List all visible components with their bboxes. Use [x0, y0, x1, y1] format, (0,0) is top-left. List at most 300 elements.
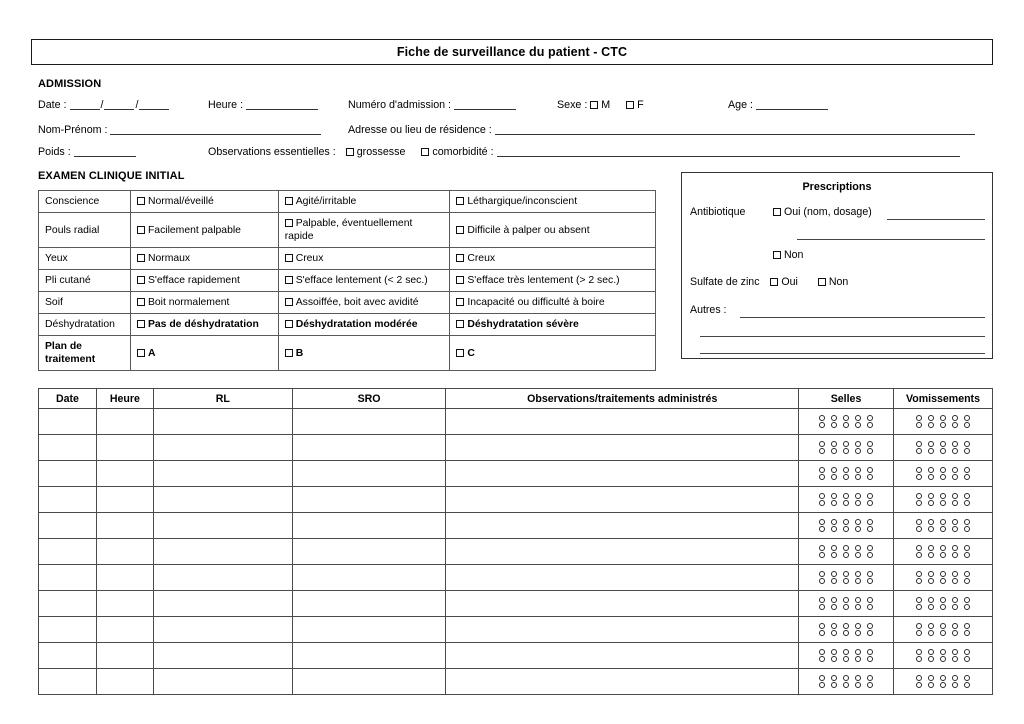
count-circle[interactable]: [867, 552, 873, 558]
checkbox-option[interactable]: [285, 276, 293, 284]
count-circle[interactable]: [855, 422, 861, 428]
cell-vomissements[interactable]: [893, 435, 992, 461]
count-circle[interactable]: [964, 526, 970, 532]
count-circle[interactable]: [855, 415, 861, 421]
count-circle[interactable]: [940, 571, 946, 577]
count-circle[interactable]: [855, 630, 861, 636]
cell-vomissements[interactable]: [893, 513, 992, 539]
exam-option-cell[interactable]: [278, 270, 450, 292]
count-circle[interactable]: [952, 500, 958, 506]
checkbox-option[interactable]: [285, 349, 293, 357]
count-circle[interactable]: [928, 649, 934, 655]
cell-heure[interactable]: [96, 435, 153, 461]
count-circle[interactable]: [940, 623, 946, 629]
count-circle[interactable]: [867, 578, 873, 584]
count-circle[interactable]: [855, 474, 861, 480]
cell-heure[interactable]: [96, 591, 153, 617]
cell-sro[interactable]: [292, 435, 446, 461]
count-circle[interactable]: [831, 675, 837, 681]
count-circle[interactable]: [952, 597, 958, 603]
checkbox-option[interactable]: [456, 320, 464, 328]
count-circle[interactable]: [843, 441, 849, 447]
count-circle[interactable]: [831, 623, 837, 629]
count-circle[interactable]: [867, 422, 873, 428]
count-circle[interactable]: [916, 545, 922, 551]
cell-rl[interactable]: [153, 539, 292, 565]
count-circle[interactable]: [940, 545, 946, 551]
count-circle[interactable]: [831, 604, 837, 610]
cell-sro[interactable]: [292, 669, 446, 695]
count-circle[interactable]: [819, 474, 825, 480]
count-circle[interactable]: [928, 675, 934, 681]
cell-observations[interactable]: [446, 565, 799, 591]
checkbox-option[interactable]: [456, 276, 464, 284]
count-circle[interactable]: [952, 519, 958, 525]
count-circle[interactable]: [831, 552, 837, 558]
cell-vomissements[interactable]: [893, 643, 992, 669]
count-circle[interactable]: [855, 578, 861, 584]
cell-vomissements[interactable]: [893, 617, 992, 643]
count-circle[interactable]: [831, 597, 837, 603]
count-circle[interactable]: [916, 649, 922, 655]
count-circle[interactable]: [916, 604, 922, 610]
checkbox-option[interactable]: [137, 276, 145, 284]
autres-field-line-2[interactable]: [700, 336, 985, 337]
autres-field-line-3[interactable]: [700, 353, 985, 354]
count-circle[interactable]: [843, 467, 849, 473]
checkbox-option[interactable]: [285, 219, 293, 227]
cell-date[interactable]: [39, 513, 97, 539]
count-circle[interactable]: [843, 623, 849, 629]
count-circle[interactable]: [940, 422, 946, 428]
count-circle[interactable]: [867, 467, 873, 473]
cell-heure[interactable]: [96, 617, 153, 643]
count-circle[interactable]: [843, 675, 849, 681]
cell-selles[interactable]: [799, 435, 894, 461]
count-circle[interactable]: [831, 422, 837, 428]
count-circle[interactable]: [916, 519, 922, 525]
cell-selles[interactable]: [799, 539, 894, 565]
cell-heure[interactable]: [96, 539, 153, 565]
cell-vomissements[interactable]: [893, 565, 992, 591]
count-circle[interactable]: [819, 578, 825, 584]
exam-option-cell[interactable]: [130, 213, 278, 248]
cell-heure[interactable]: [96, 513, 153, 539]
count-circle[interactable]: [964, 623, 970, 629]
count-circle[interactable]: [916, 500, 922, 506]
cell-vomissements[interactable]: [893, 487, 992, 513]
count-circle[interactable]: [867, 623, 873, 629]
exam-option-cell[interactable]: [130, 292, 278, 314]
count-circle[interactable]: [867, 493, 873, 499]
date-day-field[interactable]: [70, 99, 100, 110]
cell-date[interactable]: [39, 617, 97, 643]
checkbox-option[interactable]: [456, 197, 464, 205]
count-circle[interactable]: [831, 545, 837, 551]
count-circle[interactable]: [964, 415, 970, 421]
count-circle[interactable]: [867, 630, 873, 636]
checkbox-option[interactable]: [456, 298, 464, 306]
count-circle[interactable]: [855, 448, 861, 454]
cell-date[interactable]: [39, 669, 97, 695]
count-circle[interactable]: [940, 493, 946, 499]
poids-field[interactable]: [74, 146, 136, 157]
count-circle[interactable]: [940, 441, 946, 447]
count-circle[interactable]: [916, 682, 922, 688]
count-circle[interactable]: [855, 604, 861, 610]
cell-heure[interactable]: [96, 409, 153, 435]
count-circle[interactable]: [916, 493, 922, 499]
checkbox-option[interactable]: [285, 254, 293, 262]
exam-option-cell[interactable]: [278, 314, 450, 336]
cell-selles[interactable]: [799, 643, 894, 669]
cell-observations[interactable]: [446, 669, 799, 695]
count-circle[interactable]: [819, 467, 825, 473]
adresse-field[interactable]: [495, 124, 975, 135]
count-circle[interactable]: [843, 519, 849, 525]
numero-admission-field[interactable]: [454, 99, 516, 110]
count-circle[interactable]: [855, 682, 861, 688]
count-circle[interactable]: [855, 552, 861, 558]
cell-heure[interactable]: [96, 669, 153, 695]
antibiotique-dosage-field-line-2[interactable]: [797, 239, 985, 240]
count-circle[interactable]: [831, 526, 837, 532]
count-circle[interactable]: [843, 571, 849, 577]
count-circle[interactable]: [964, 682, 970, 688]
cell-sro[interactable]: [292, 617, 446, 643]
exam-option-cell[interactable]: [278, 191, 450, 213]
checkbox-option[interactable]: [456, 254, 464, 262]
count-circle[interactable]: [928, 623, 934, 629]
count-circle[interactable]: [855, 597, 861, 603]
count-circle[interactable]: [867, 597, 873, 603]
count-circle[interactable]: [819, 571, 825, 577]
cell-date[interactable]: [39, 461, 97, 487]
count-circle[interactable]: [928, 422, 934, 428]
count-circle[interactable]: [843, 422, 849, 428]
cell-observations[interactable]: [446, 513, 799, 539]
count-circle[interactable]: [855, 441, 861, 447]
count-circle[interactable]: [952, 448, 958, 454]
count-circle[interactable]: [819, 623, 825, 629]
count-circle[interactable]: [940, 552, 946, 558]
count-circle[interactable]: [964, 422, 970, 428]
cell-sro[interactable]: [292, 487, 446, 513]
count-circle[interactable]: [940, 500, 946, 506]
count-circle[interactable]: [928, 630, 934, 636]
count-circle[interactable]: [952, 571, 958, 577]
count-circle[interactable]: [940, 415, 946, 421]
comorbidite-field[interactable]: [497, 146, 960, 157]
checkbox-comorbidite[interactable]: [421, 148, 429, 156]
count-circle[interactable]: [855, 675, 861, 681]
count-circle[interactable]: [916, 578, 922, 584]
cell-vomissements[interactable]: [893, 669, 992, 695]
count-circle[interactable]: [855, 519, 861, 525]
checkbox-option[interactable]: [137, 254, 145, 262]
cell-selles[interactable]: [799, 669, 894, 695]
count-circle[interactable]: [855, 545, 861, 551]
cell-date[interactable]: [39, 539, 97, 565]
count-circle[interactable]: [819, 441, 825, 447]
count-circle[interactable]: [928, 682, 934, 688]
count-circle[interactable]: [831, 649, 837, 655]
count-circle[interactable]: [952, 545, 958, 551]
count-circle[interactable]: [952, 623, 958, 629]
count-circle[interactable]: [819, 649, 825, 655]
count-circle[interactable]: [867, 604, 873, 610]
count-circle[interactable]: [928, 552, 934, 558]
count-circle[interactable]: [843, 415, 849, 421]
count-circle[interactable]: [831, 656, 837, 662]
count-circle[interactable]: [831, 441, 837, 447]
count-circle[interactable]: [843, 526, 849, 532]
count-circle[interactable]: [843, 448, 849, 454]
count-circle[interactable]: [940, 649, 946, 655]
count-circle[interactable]: [964, 545, 970, 551]
cell-observations[interactable]: [446, 461, 799, 487]
checkbox-option[interactable]: [137, 298, 145, 306]
age-field[interactable]: [756, 99, 828, 110]
count-circle[interactable]: [867, 474, 873, 480]
count-circle[interactable]: [831, 519, 837, 525]
count-circle[interactable]: [819, 682, 825, 688]
exam-option-cell[interactable]: [130, 336, 278, 371]
cell-selles[interactable]: [799, 565, 894, 591]
count-circle[interactable]: [952, 656, 958, 662]
count-circle[interactable]: [819, 675, 825, 681]
exam-option-cell[interactable]: [130, 314, 278, 336]
exam-option-cell[interactable]: [450, 314, 656, 336]
count-circle[interactable]: [964, 578, 970, 584]
exam-option-cell[interactable]: [450, 191, 656, 213]
count-circle[interactable]: [928, 415, 934, 421]
count-circle[interactable]: [916, 571, 922, 577]
count-circle[interactable]: [952, 422, 958, 428]
count-circle[interactable]: [964, 500, 970, 506]
count-circle[interactable]: [867, 526, 873, 532]
count-circle[interactable]: [855, 500, 861, 506]
count-circle[interactable]: [867, 448, 873, 454]
count-circle[interactable]: [964, 474, 970, 480]
exam-option-cell[interactable]: [450, 336, 656, 371]
count-circle[interactable]: [855, 623, 861, 629]
cell-date[interactable]: [39, 409, 97, 435]
count-circle[interactable]: [964, 467, 970, 473]
count-circle[interactable]: [964, 571, 970, 577]
cell-date[interactable]: [39, 565, 97, 591]
cell-heure[interactable]: [96, 643, 153, 669]
cell-sro[interactable]: [292, 643, 446, 669]
count-circle[interactable]: [867, 519, 873, 525]
count-circle[interactable]: [952, 649, 958, 655]
count-circle[interactable]: [819, 545, 825, 551]
count-circle[interactable]: [964, 448, 970, 454]
count-circle[interactable]: [928, 519, 934, 525]
count-circle[interactable]: [916, 552, 922, 558]
count-circle[interactable]: [952, 552, 958, 558]
count-circle[interactable]: [916, 675, 922, 681]
count-circle[interactable]: [928, 571, 934, 577]
count-circle[interactable]: [940, 682, 946, 688]
count-circle[interactable]: [952, 604, 958, 610]
count-circle[interactable]: [867, 571, 873, 577]
count-circle[interactable]: [867, 441, 873, 447]
exam-option-cell[interactable]: [278, 336, 450, 371]
count-circle[interactable]: [831, 415, 837, 421]
count-circle[interactable]: [964, 630, 970, 636]
count-circle[interactable]: [928, 500, 934, 506]
exam-option-cell[interactable]: [130, 191, 278, 213]
count-circle[interactable]: [831, 630, 837, 636]
checkbox-option[interactable]: [456, 226, 464, 234]
count-circle[interactable]: [940, 656, 946, 662]
count-circle[interactable]: [952, 415, 958, 421]
cell-rl[interactable]: [153, 487, 292, 513]
checkbox-grossesse[interactable]: [346, 148, 354, 156]
exam-option-cell[interactable]: [130, 270, 278, 292]
cell-rl[interactable]: [153, 669, 292, 695]
count-circle[interactable]: [964, 441, 970, 447]
count-circle[interactable]: [855, 467, 861, 473]
count-circle[interactable]: [928, 656, 934, 662]
count-circle[interactable]: [964, 552, 970, 558]
cell-observations[interactable]: [446, 539, 799, 565]
count-circle[interactable]: [867, 682, 873, 688]
count-circle[interactable]: [952, 682, 958, 688]
cell-sro[interactable]: [292, 565, 446, 591]
count-circle[interactable]: [940, 578, 946, 584]
count-circle[interactable]: [819, 552, 825, 558]
exam-option-cell[interactable]: [130, 248, 278, 270]
count-circle[interactable]: [867, 415, 873, 421]
cell-date[interactable]: [39, 643, 97, 669]
cell-sro[interactable]: [292, 409, 446, 435]
cell-sro[interactable]: [292, 513, 446, 539]
count-circle[interactable]: [819, 526, 825, 532]
count-circle[interactable]: [916, 467, 922, 473]
count-circle[interactable]: [952, 526, 958, 532]
count-circle[interactable]: [952, 578, 958, 584]
count-circle[interactable]: [940, 597, 946, 603]
count-circle[interactable]: [819, 519, 825, 525]
count-circle[interactable]: [940, 630, 946, 636]
checkbox-option[interactable]: [285, 320, 293, 328]
count-circle[interactable]: [964, 656, 970, 662]
count-circle[interactable]: [867, 649, 873, 655]
exam-option-cell[interactable]: [278, 248, 450, 270]
count-circle[interactable]: [952, 467, 958, 473]
cell-rl[interactable]: [153, 591, 292, 617]
cell-date[interactable]: [39, 487, 97, 513]
checkbox-antibiotique-non[interactable]: [773, 251, 781, 259]
count-circle[interactable]: [916, 630, 922, 636]
cell-rl[interactable]: [153, 409, 292, 435]
count-circle[interactable]: [964, 597, 970, 603]
count-circle[interactable]: [819, 604, 825, 610]
count-circle[interactable]: [843, 597, 849, 603]
count-circle[interactable]: [831, 467, 837, 473]
count-circle[interactable]: [855, 649, 861, 655]
count-circle[interactable]: [831, 493, 837, 499]
count-circle[interactable]: [819, 630, 825, 636]
cell-selles[interactable]: [799, 409, 894, 435]
count-circle[interactable]: [940, 519, 946, 525]
count-circle[interactable]: [855, 571, 861, 577]
cell-selles[interactable]: [799, 513, 894, 539]
cell-observations[interactable]: [446, 487, 799, 513]
count-circle[interactable]: [843, 682, 849, 688]
cell-sro[interactable]: [292, 539, 446, 565]
cell-vomissements[interactable]: [893, 461, 992, 487]
nom-prenom-field[interactable]: [110, 124, 321, 135]
count-circle[interactable]: [964, 675, 970, 681]
cell-rl[interactable]: [153, 513, 292, 539]
checkbox-option[interactable]: [285, 197, 293, 205]
count-circle[interactable]: [940, 604, 946, 610]
count-circle[interactable]: [940, 675, 946, 681]
cell-observations[interactable]: [446, 643, 799, 669]
exam-option-cell[interactable]: [278, 213, 450, 248]
count-circle[interactable]: [952, 630, 958, 636]
autres-field-line-1[interactable]: [740, 317, 985, 318]
cell-sro[interactable]: [292, 461, 446, 487]
cell-date[interactable]: [39, 435, 97, 461]
count-circle[interactable]: [964, 604, 970, 610]
count-circle[interactable]: [819, 415, 825, 421]
count-circle[interactable]: [843, 630, 849, 636]
count-circle[interactable]: [928, 474, 934, 480]
count-circle[interactable]: [843, 649, 849, 655]
cell-selles[interactable]: [799, 461, 894, 487]
exam-option-cell[interactable]: [450, 270, 656, 292]
cell-vomissements[interactable]: [893, 409, 992, 435]
cell-rl[interactable]: [153, 565, 292, 591]
cell-rl[interactable]: [153, 461, 292, 487]
cell-heure[interactable]: [96, 487, 153, 513]
count-circle[interactable]: [952, 474, 958, 480]
count-circle[interactable]: [819, 500, 825, 506]
count-circle[interactable]: [855, 656, 861, 662]
checkbox-option[interactable]: [137, 197, 145, 205]
cell-observations[interactable]: [446, 435, 799, 461]
count-circle[interactable]: [940, 526, 946, 532]
antibiotique-dosage-field-line-1[interactable]: [887, 219, 985, 220]
count-circle[interactable]: [916, 415, 922, 421]
count-circle[interactable]: [843, 493, 849, 499]
count-circle[interactable]: [916, 448, 922, 454]
exam-option-cell[interactable]: [278, 292, 450, 314]
count-circle[interactable]: [867, 656, 873, 662]
count-circle[interactable]: [819, 493, 825, 499]
cell-date[interactable]: [39, 591, 97, 617]
count-circle[interactable]: [843, 604, 849, 610]
count-circle[interactable]: [916, 623, 922, 629]
checkbox-option[interactable]: [285, 298, 293, 306]
count-circle[interactable]: [916, 474, 922, 480]
count-circle[interactable]: [867, 675, 873, 681]
checkbox-sexe-m[interactable]: [590, 101, 598, 109]
cell-selles[interactable]: [799, 591, 894, 617]
exam-option-cell[interactable]: [450, 248, 656, 270]
checkbox-sulfate-non[interactable]: [818, 278, 826, 286]
checkbox-option[interactable]: [137, 320, 145, 328]
count-circle[interactable]: [928, 441, 934, 447]
count-circle[interactable]: [916, 422, 922, 428]
count-circle[interactable]: [831, 500, 837, 506]
count-circle[interactable]: [928, 526, 934, 532]
count-circle[interactable]: [928, 493, 934, 499]
